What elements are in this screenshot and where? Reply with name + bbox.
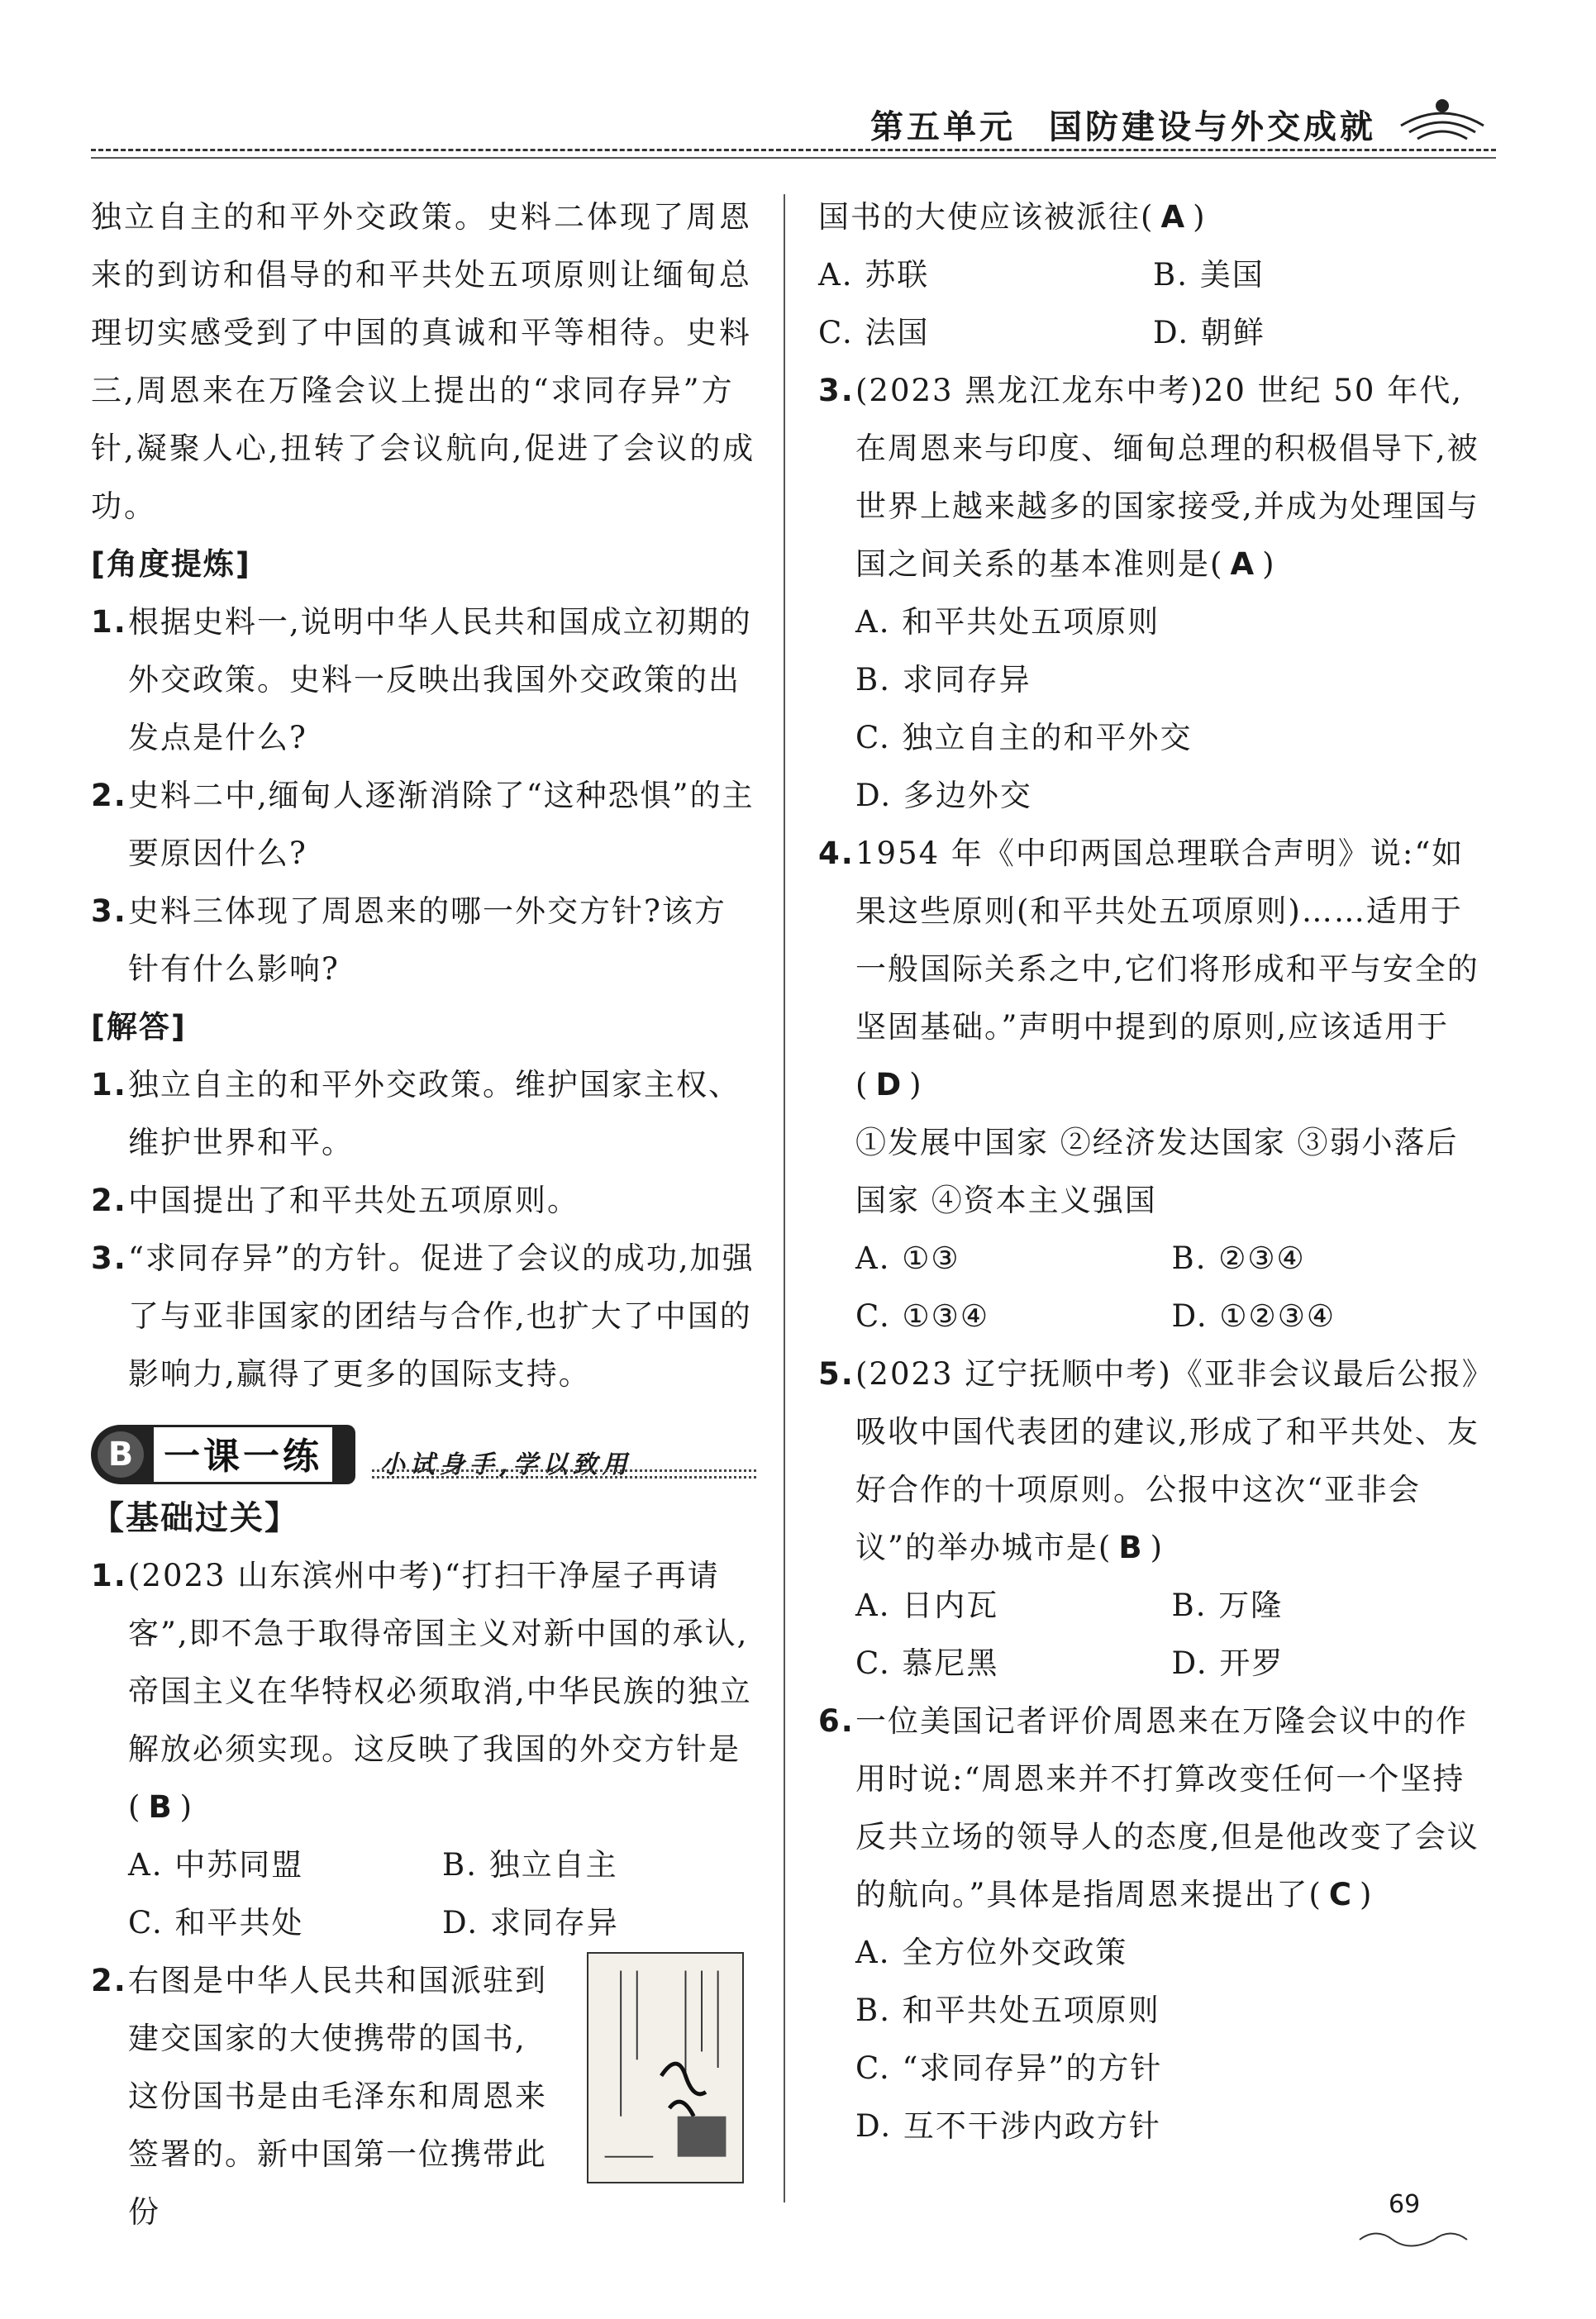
banner-dotted-rule bbox=[372, 1476, 756, 1479]
question-5-options bbox=[818, 1577, 1488, 1693]
option: B. 美国 bbox=[1153, 257, 1265, 293]
practice-banner bbox=[91, 1415, 756, 1489]
page-header bbox=[91, 83, 1496, 157]
option: B. 万隆 bbox=[1171, 1588, 1284, 1623]
question-1: 1. (2023 山东滨州中考)“打扫干净屋子再请客”,即不急于取得帝国主义对新中国的承认,帝国主义在华特权必须取消,中华民族的独立解放必须实现。这反映了我国的外交方针是( B ) bbox=[91, 1558, 752, 1825]
banner-letter: B bbox=[98, 1431, 144, 1478]
right-column bbox=[818, 188, 1488, 2155]
option: A. 日内瓦 bbox=[855, 1588, 999, 1623]
banner-dotted-rule bbox=[372, 1469, 756, 1472]
question-3-options bbox=[818, 593, 1488, 825]
wheat-ornament-icon bbox=[1397, 93, 1488, 142]
question-2: 2. 右图是中华人民共和国派驻到建交国家的大使携带的国书,这份国书是由毛泽东和周恩来签署的。新中国第一位携带此份 bbox=[91, 1952, 756, 2241]
answer-heading: [解答] bbox=[91, 1009, 187, 1045]
unit-label: 第五单元 bbox=[870, 108, 1016, 146]
option: D. 朝鲜 bbox=[1153, 315, 1265, 350]
angle-question: 2. 史料二中,缅甸人逐渐消除了“这种恐惧”的主要原因什么? bbox=[91, 778, 755, 871]
answer-mark: C bbox=[1328, 1877, 1354, 1912]
option: A. ①③ bbox=[855, 1240, 960, 1276]
answer-mark: B bbox=[1118, 1530, 1144, 1565]
option: D. 求同存异 bbox=[442, 1905, 619, 1940]
header-solid-rule bbox=[91, 157, 1496, 159]
option: C. 独立自主的和平外交 bbox=[855, 720, 1193, 755]
option: B. 求同存异 bbox=[855, 662, 1031, 698]
question-4-options bbox=[818, 1230, 1488, 1345]
option: D. 多边外交 bbox=[855, 778, 1032, 813]
option: B. 和平共处五项原则 bbox=[855, 1993, 1160, 2028]
question-5: 5. (2023 辽宁抚顺中考)《亚非会议最后公报》吸收中国代表团的建议,形成了和平共处、友好合作的十项原则。公报中这次“亚非会议”的举办城市是( B ) bbox=[818, 1356, 1479, 1565]
angle-question: 1. 根据史料一,说明中华人民共和国成立初期的外交政策。史料一反映出我国外交政策的出发点是什么? bbox=[91, 604, 752, 755]
angle-heading: [角度提炼] bbox=[91, 546, 251, 582]
question-4-items: ①发展中国家 ②经济发达国家 ③弱小落后国家 ④资本主义强国 bbox=[855, 1125, 1459, 1218]
option: A. 和平共处五项原则 bbox=[855, 604, 1160, 640]
option: C. 和平共处 bbox=[128, 1905, 304, 1940]
answer-mark: A bbox=[1230, 546, 1256, 582]
option: A. 中苏同盟 bbox=[128, 1847, 304, 1883]
option: C. 慕尼黑 bbox=[855, 1645, 999, 1681]
question-2-continued: 国书的大使应该被派往( A ) bbox=[818, 199, 1207, 235]
option: C. ①③④ bbox=[855, 1298, 990, 1334]
answer-mark: A bbox=[1160, 199, 1187, 235]
option: D. ①②③④ bbox=[1171, 1298, 1336, 1334]
option: D. 开罗 bbox=[1171, 1645, 1284, 1681]
banner-title: 一课一练 bbox=[154, 1425, 335, 1484]
banner-slogan: 小试身手,学以致用 bbox=[380, 1450, 632, 1479]
answer-item: 1. 独立自主的和平外交政策。维护国家主权、维护世界和平。 bbox=[91, 1067, 741, 1160]
unit-title: 国防建设与外交成就 bbox=[1049, 108, 1376, 146]
question-4: 4. 1954 年《中印两国总理联合声明》说:“如果这些原则(和平共处五项原则)……适用于一般国际关系之中,它们将形成和平与安全的坚固基础。”声明中提到的原则,应该适用于( D ) bbox=[818, 836, 1479, 1102]
question-2-options bbox=[818, 246, 1488, 362]
page-number: 69 bbox=[1389, 2190, 1421, 2219]
header-dashed-rule bbox=[91, 149, 1496, 151]
answer-item: 3. “求同存异”的方针。促进了会议的成功,加强了与亚非国家的团结与合作,也扩大了中国的影响力,赢得了更多的国际支持。 bbox=[91, 1240, 755, 1392]
header-title bbox=[870, 101, 1376, 148]
answer-mark: B bbox=[148, 1789, 174, 1825]
question-1-options bbox=[91, 1836, 756, 1952]
option: A. 全方位外交政策 bbox=[855, 1935, 1128, 1970]
option: B. ②③④ bbox=[1171, 1240, 1306, 1276]
answer-item: 2. 中国提出了和平共处五项原则。 bbox=[91, 1183, 579, 1218]
column-divider bbox=[784, 194, 785, 2202]
left-column bbox=[91, 188, 756, 2241]
banner-badge bbox=[91, 1425, 355, 1484]
angle-question: 3. 史料三体现了周恩来的哪一外交方针?该方针有什么影响? bbox=[91, 893, 727, 987]
option: A. 苏联 bbox=[818, 257, 930, 293]
option: C. 法国 bbox=[818, 315, 930, 350]
section-heading: 【基础过关】 bbox=[91, 1499, 299, 1537]
answer-mark: D bbox=[875, 1067, 903, 1102]
question-3: 3. (2023 黑龙江龙东中考)20 世纪 50 年代,在周恩来与印度、缅甸总理的积极倡导下,被世界上越来越多的国家接受,并成为处理国与国之间关系的基本准则是( A ) bbox=[818, 373, 1479, 582]
option: D. 互不干涉内政方针 bbox=[855, 2108, 1161, 2144]
credentials-letter-image bbox=[587, 1952, 744, 2183]
page-ornament-icon bbox=[1355, 2223, 1471, 2248]
question-6: 6. 一位美国记者评价周恩来在万隆会议中的作用时说:“周恩来并不打算改变任何一个坚持反共立场的领导人的态度,但是他改变了会议的航向。”具体是指周恩来提出了( C ) bbox=[818, 1703, 1479, 1912]
intro-paragraph: 独立自主的和平外交政策。史料二体现了周恩来的到访和倡导的和平共处五项原则让缅甸总理切实感受到了中国的真诚和平等相待。史料三,周恩来在万隆会议上提出的“求同存异”方针,凝聚人心,扭转了会议航向,促进了会议的成功。 bbox=[91, 199, 756, 524]
option: C. “求同存异”的方针 bbox=[855, 2050, 1163, 2086]
question-6-options bbox=[818, 1924, 1488, 2155]
option: B. 独立自主 bbox=[442, 1847, 618, 1883]
